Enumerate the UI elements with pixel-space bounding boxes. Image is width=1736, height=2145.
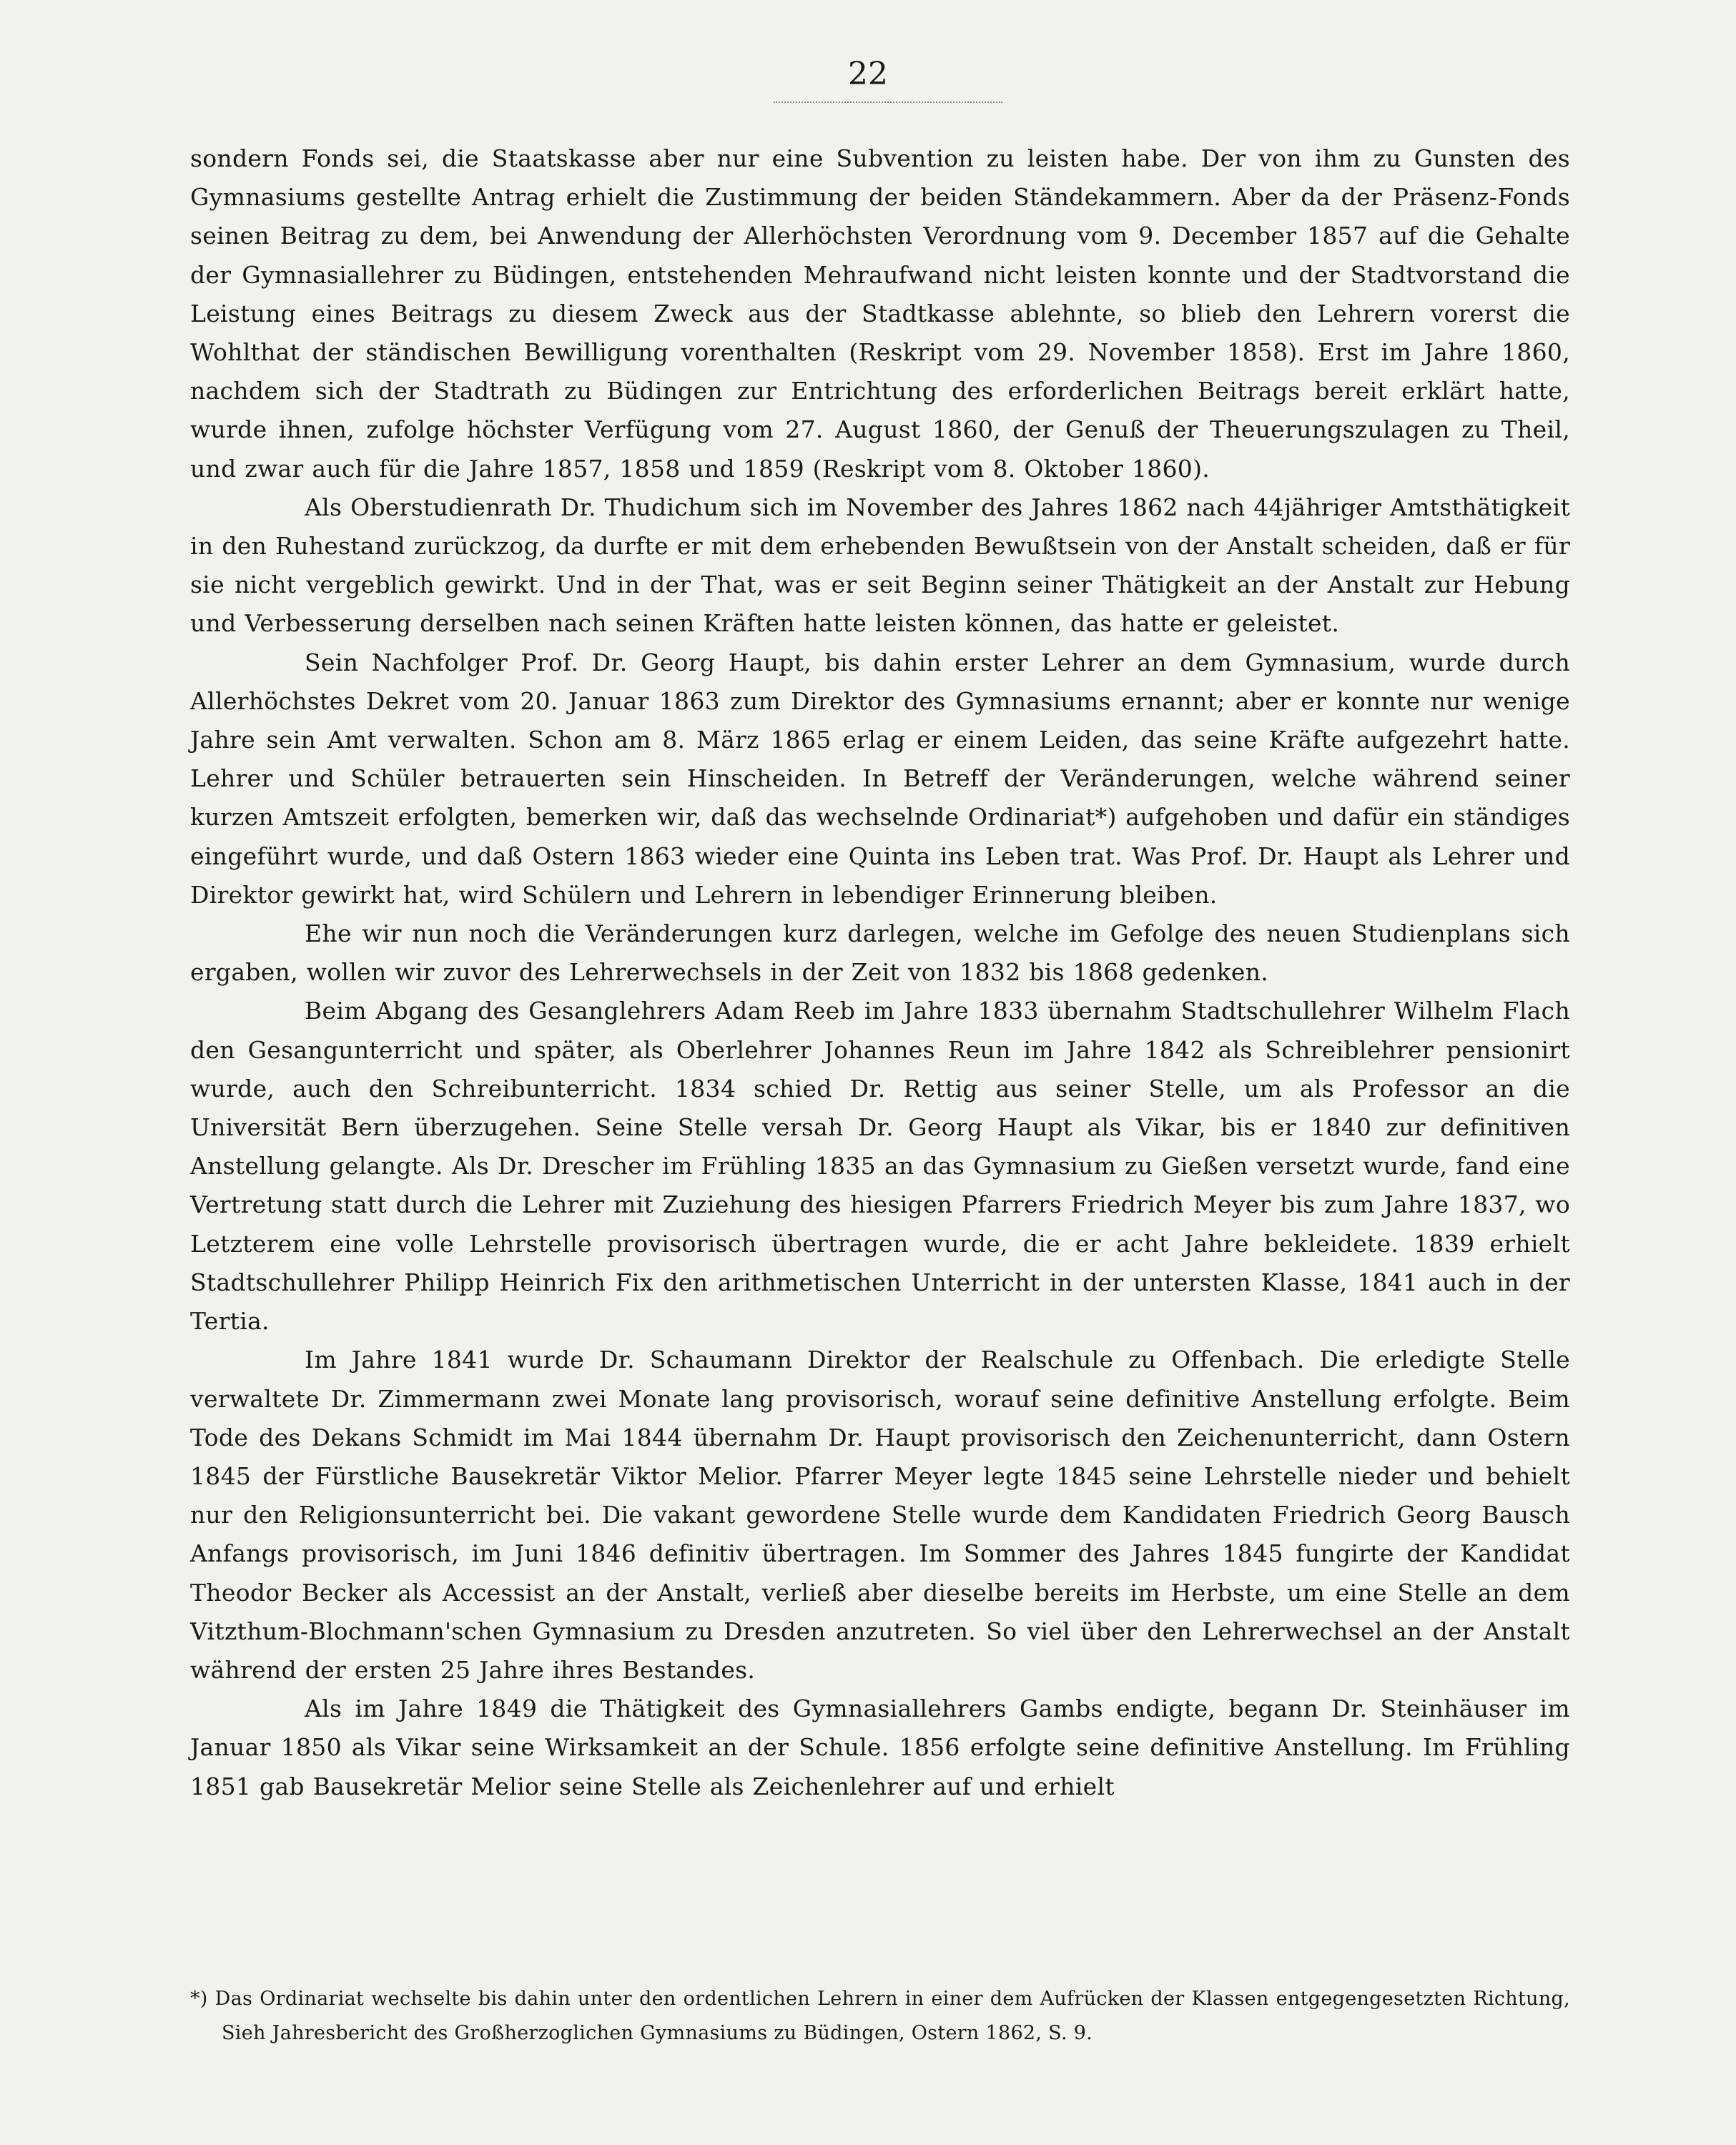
paragraph-continued: sondern Fonds sei, die Staatskasse aber nur eine Subvention zu leisten habe. Der von ihm zu Gunsten des Gymnasiums gestellte Antrag erhielt die Zustimmung der beiden Ständekammern. Aber da der Präsenz-Fonds seinen Beitrag zu dem, bei Anwendung der Allerhöchsten Verordnung vom 9. December 1857 auf die Gehalte der Gymnasiallehrer zu Büdingen, entstehenden Mehraufwand nicht leisten konnte und der Stadtvorstand die Leistung eines Beitrags zu diesem Zweck aus der Stadtkasse ablehnte, so blieb den Lehrern vorerst die Wohlthat der ständischen Bewilligung vorenthalten (Reskript vom 29. November 1858). Erst im Jahre 1860, nachdem sich der Stadtrath zu Büdingen zur Entrichtung des erforderlichen Beitrags bereit erklärt hatte, wurde ihnen, zufolge höchster Verfügung vom 27. August 1860, der Genuß der Theuerungszulagen zu Theil, und zwar auch für die Jahre 1857, 1858 und 1859 (Reskript vom 8. Oktober 1860).	[190, 144, 1570, 483]
footnote	[190, 1982, 1570, 2051]
page-number: 22	[848, 56, 888, 92]
header-rule	[774, 102, 1002, 103]
footnote-text: *) Das Ordinariat wechselte bis dahin unter den ordentlichen Lehrern in einer dem Aufrücken der Klassen entgegengesetzten Richtung, Sieh Jahresbericht des Großherzoglichen Gymnasiums zu Büdingen, Ostern 1862, S. 9.	[190, 1988, 1570, 2044]
paragraph-teacher-changes: Beim Abgang des Gesanglehrers Adam Reeb im Jahre 1833 übernahm Stadtschullehrer Wilhelm Flach den Gesangunterricht und später, als Oberlehrer Johannes Reun im Jahre 1842 als Schreiblehrer pensionirt wurde, auch den Schreibunterricht. 1834 schied Dr. Rettig aus seiner Stelle, um als Professor an die Universität Bern überzugehen. Seine Stelle versah Dr. Georg Haupt als Vikar, bis er 1840 zur definitiven Anstellung gelangte. Als Dr. Drescher im Frühling 1835 an das Gymnasium zu Gießen versetzt wurde, fand eine Vertretung statt durch die Lehrer mit Zuziehung des hiesigen Pfarrers Friedrich Meyer bis zum Jahre 1837, wo Letzterem eine volle Lehrstelle provisorisch übertragen wurde, die er acht Jahre bekleidete. 1839 erhielt Stadtschullehrer Philipp Heinrich Fix den arithmetischen Unterricht in der untersten Klasse, 1841 auch in der Tertia.	[190, 997, 1570, 1336]
paragraph-haupt: Sein Nachfolger Prof. Dr. Georg Haupt, bis dahin erster Lehrer an dem Gymnasium, wurde durch Allerhöchstes Dekret vom 20. Januar 1863 zum Direktor des Gymnasiums ernannt; aber er konnte nur wenige Jahre sein Amt verwalten. Schon am 8. März 1865 erlag er einem Leiden, das seine Kräfte aufgezehrt hatte. Lehrer und Schüler betrauerten sein Hinscheiden. In Betreff der Veränderungen, welche während seiner kurzen Amtszeit erfolgten, bemerken wir, daß das wechselnde Ordinariat*) aufgehoben und dafür ein ständiges eingeführt wurde, und daß Ostern 1863 wieder eine Quinta ins Leben trat. Was Prof. Dr. Haupt als Lehrer und Direktor gewirkt hat, wird Schülern und Lehrern in lebendiger Erinnerung bleiben.	[190, 648, 1570, 909]
paragraph-transition: Ehe wir nun noch die Veränderungen kurz darlegen, welche im Gefolge des neuen Studienplans sich ergaben, wollen wir zuvor des Lehrerwechsels in der Zeit von 1832 bis 1868 gedenken.	[190, 919, 1570, 987]
paragraph-1841: Im Jahre 1841 wurde Dr. Schaumann Direktor der Realschule zu Offenbach. Die erledigte Stelle verwaltete Dr. Zimmermann zwei Monate lang provisorisch, worauf seine definitive Anstellung erfolgte. Beim Tode des Dekans Schmidt im Mai 1844 übernahm Dr. Haupt provisorisch den Zeichenunterricht, dann Ostern 1845 der Fürstliche Bausekretär Viktor Melior. Pfarrer Meyer legte 1845 seine Lehrstelle nieder und behielt nur den Religionsunterricht bei. Die vakant gewordene Stelle wurde dem Kandidaten Friedrich Georg Bausch Anfangs provisorisch, im Juni 1846 definitiv übertragen. Im Sommer des Jahres 1845 fungirte der Kandidat Theodor Becker als Accessist an der Anstalt, verließ aber dieselbe bereits im Herbste, um eine Stelle an dem Vitzthum-Blochmann'schen Gymnasium zu Dresden anzutreten. So viel über den Lehrerwechsel an der Anstalt während der ersten 25 Jahre ihres Bestandes.	[190, 1346, 1570, 1684]
body-text	[190, 139, 1570, 1806]
paragraph-1849: Als im Jahre 1849 die Thätigkeit des Gymnasiallehrers Gambs endigte, begann Dr. Steinhäuser im Januar 1850 als Vikar seine Wirksamkeit an der Schule. 1856 erfolgte seine definitive Anstellung. Im Frühling 1851 gab Bausekretär Melior seine Stelle als Zeichenlehrer auf und erhielt	[190, 1695, 1570, 1800]
paragraph-thudichum: Als Oberstudienrath Dr. Thudichum sich im November des Jahres 1862 nach 44jähriger Amtsthätigkeit in den Ruhestand zurückzog, da durfte er mit dem erhebenden Bewußtsein von der Anstalt scheiden, daß er für sie nicht vergeblich gewirkt. Und in der That, was er seit Beginn seiner Thätigkeit an der Anstalt zur Hebung und Verbesserung derselben nach seinen Kräften hatte leisten können, das hatte er geleistet.	[190, 493, 1570, 638]
